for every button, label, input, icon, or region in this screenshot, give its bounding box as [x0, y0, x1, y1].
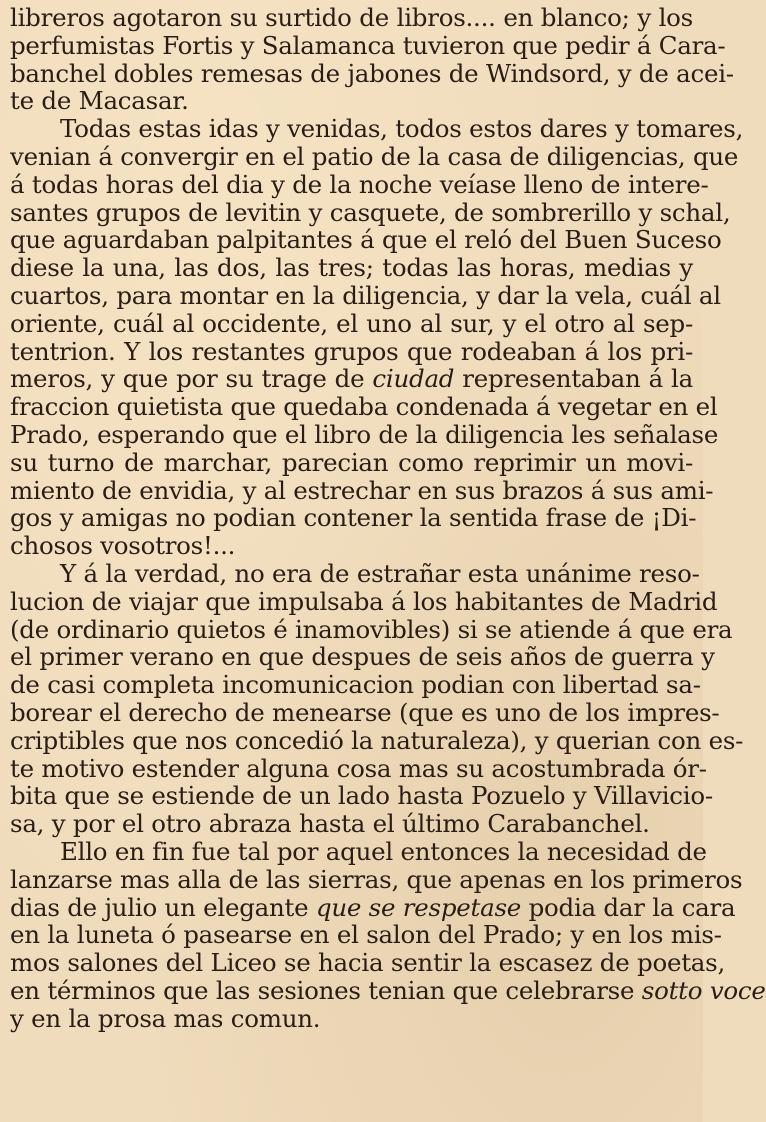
text-run: te motivo estender alguna cosa mas su acostumbrada ór- — [10, 753, 707, 783]
text-run: su turno de marchar, parecian como reprimir un movi- — [10, 447, 693, 477]
text-run: el primer verano en que despues de seis años de guerra y — [10, 642, 715, 672]
text-line — [10, 558, 700, 588]
text-run: podia dar la cara — [521, 892, 736, 922]
italic-run: que se respetase — [315, 892, 522, 922]
text-run: libreros agotaron su surtido de libros.... en blanco; y los — [10, 3, 693, 32]
text-run: criptibles que nos concedió la naturaleza), y querian con es- — [10, 725, 744, 755]
text-line — [10, 725, 744, 755]
text-line — [10, 532, 693, 560]
text-run: santes grupos de levitin y casquete, de sombrerillo y schal, — [10, 197, 731, 227]
text-line — [10, 169, 709, 199]
text-line — [10, 114, 744, 144]
text-line — [10, 30, 726, 60]
text-line — [10, 864, 743, 894]
text-run: bita que se estiende de un lado hasta Pozuelo y Villavicio- — [10, 781, 713, 811]
text-line — [10, 614, 733, 644]
text-run: chosos vosotros!... — [10, 531, 236, 561]
text-run: (de ordinario quietos é inamovibles) si se atiende á que era — [10, 614, 733, 644]
text-line — [10, 948, 726, 978]
text-run: oriente, cuál al occidente, el uno al sur, y el otro al sep- — [10, 308, 693, 338]
text-run: mos salones del Liceo se hacia sentir la escasez de poetas, — [10, 948, 726, 978]
text-line — [10, 4, 693, 32]
text-run: venian á convergir en el patio de la casa de diligencias, que — [10, 141, 739, 171]
italic-run: ciudad — [372, 364, 455, 394]
text-run: gos y amigas no podian contener la sentida frase de ¡Di- — [10, 503, 697, 533]
text-run: fraccion quietista que quedaba condenada á vegetar en el — [10, 392, 718, 422]
text-run: lucion de viajar que impulsaba á los habitantes de Madrid — [10, 586, 718, 616]
text-run: te de Macasar. — [10, 86, 189, 116]
italic-run: sotto voce — [641, 975, 766, 1005]
text-line — [10, 586, 718, 616]
paragraph — [10, 114, 744, 561]
text-line — [10, 365, 693, 393]
text-run: Prado, esperando que el libro de la diligencia les señalase — [10, 419, 719, 449]
text-line — [10, 892, 736, 922]
text-line — [10, 338, 693, 366]
text-line — [10, 475, 714, 505]
text-line — [10, 920, 722, 950]
text-line — [10, 419, 719, 449]
text-run: tentrion. Y los restantes grupos que rodeaban á los pri- — [10, 336, 693, 366]
text-line — [10, 1005, 693, 1033]
text-line — [10, 781, 713, 811]
text-line — [10, 310, 693, 338]
text-run: Todas estas idas y venidas, todos estos dares y tomares, — [60, 114, 744, 144]
text-line — [10, 87, 693, 115]
text-line — [10, 58, 734, 88]
text-run: meros, y que por su trage de — [10, 364, 373, 394]
text-line — [10, 254, 693, 282]
text-line — [10, 197, 731, 227]
text-line — [10, 225, 722, 255]
text-run: dias de julio un elegante — [10, 892, 316, 922]
text-run: en términos que las sesiones tenian que celebrarse — [10, 975, 642, 1005]
text-run: banchel dobles remesas de jabones de Windsord, y de acei- — [10, 58, 734, 88]
text-line — [10, 642, 715, 672]
text-run: lanzarse mas alla de las sierras, que apenas en los primeros — [10, 864, 743, 894]
text-line — [10, 449, 693, 477]
text-run: Ello en fin fue tal por aquel entonces la necesidad de — [60, 836, 707, 866]
paragraph — [10, 3, 734, 116]
text-run: Y á la verdad, no era de estrañar esta unánime reso- — [60, 558, 700, 588]
paragraph — [10, 836, 766, 1033]
text-run: que aguardaban palpitantes á que el reló del Buen Suceso — [10, 225, 722, 255]
text-line — [10, 975, 766, 1005]
text-line — [10, 280, 721, 310]
text-run: de casi completa incomunicacion podian con libertad sa- — [10, 670, 701, 700]
text-line — [10, 810, 693, 838]
text-run: sa, y por el otro abraza hasta el último Carabanchel. — [10, 809, 650, 839]
text-run: borear el derecho de menearse (que es uno de los impres- — [10, 697, 720, 727]
text-line — [10, 503, 697, 533]
text-line — [10, 141, 739, 171]
text-run: representaban á la — [454, 364, 693, 394]
text-line — [10, 697, 720, 727]
text-run: y en la prosa mas comun. — [10, 1003, 321, 1033]
text-line — [10, 753, 707, 783]
text-line — [10, 670, 701, 700]
text-run: miento de envidia, y al estrechar en sus brazos á sus ami- — [10, 475, 714, 505]
text-run: á todas horas del dia y de la noche veíase lleno de intere- — [10, 169, 709, 199]
text-run: diese la una, las dos, las tres; todas las horas, medias y — [10, 253, 693, 283]
paragraph — [10, 558, 744, 839]
text-line — [10, 392, 718, 422]
text-run: en la luneta ó pasearse en el salon del Prado; y en los mis- — [10, 920, 722, 950]
text-line — [10, 836, 707, 866]
text-run: cuartos, para montar en la diligencia, y dar la vela, cuál al — [10, 280, 721, 310]
text-run: perfumistas Fortis y Salamanca tuvieron que pedir á Cara- — [10, 30, 726, 60]
